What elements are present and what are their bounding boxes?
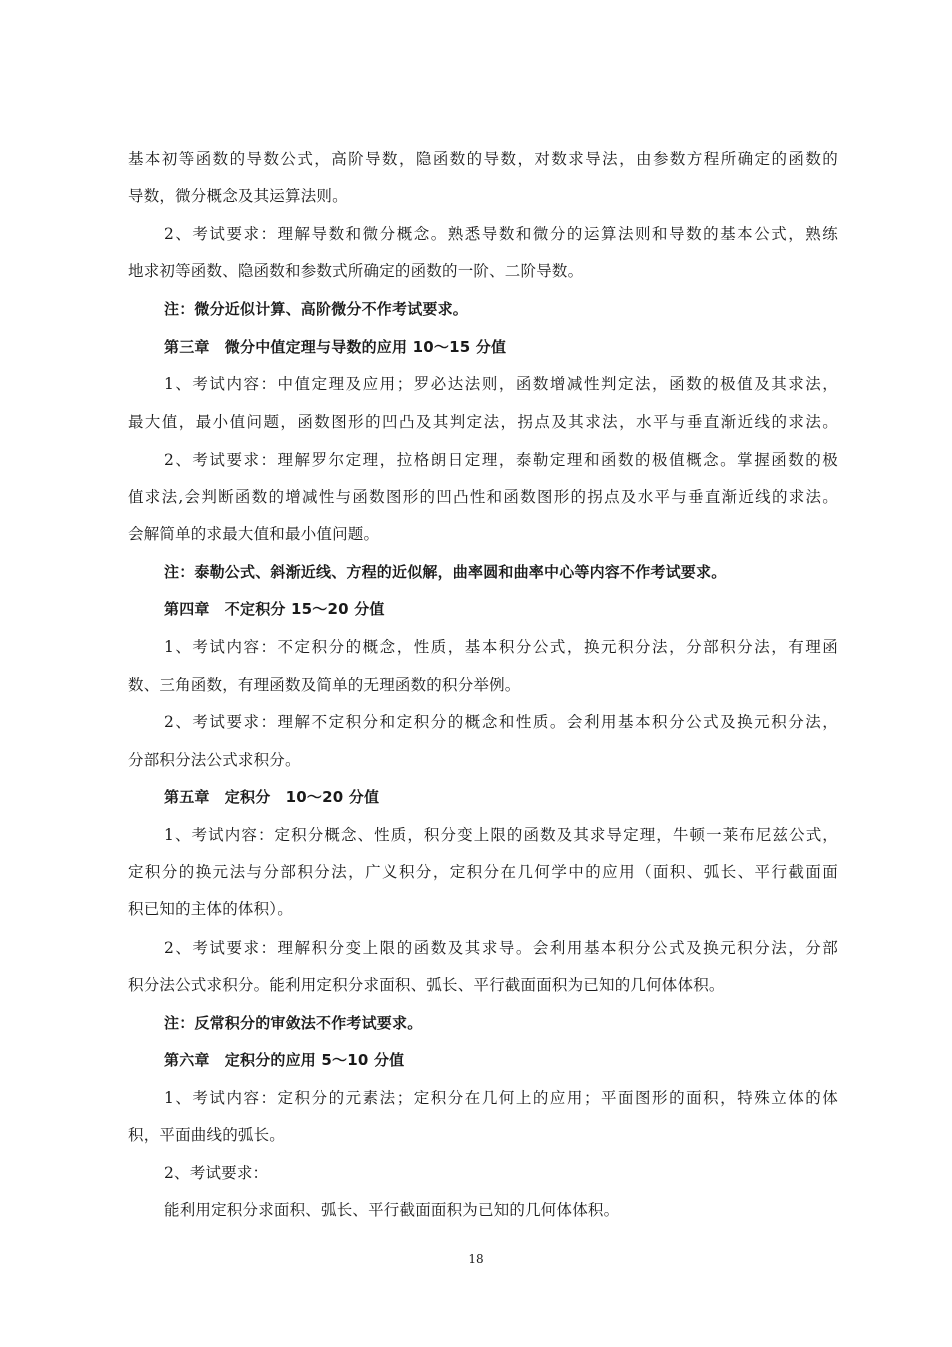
- paragraph-line: 1、考试内容：中值定理及应用；罗必达法则，函数增减性判定法，函数的极值及其求法，: [164, 375, 838, 393]
- paragraph-line: 基本初等函数的导数公式，高阶导数，隐函数的导数，对数求导法，由参数方程所确定的函数的: [128, 150, 838, 168]
- note-line: 注：微分近似计算、高阶微分不作考试要求。: [164, 300, 469, 318]
- paragraph-line: 积，平面曲线的弧长。: [128, 1126, 286, 1144]
- paragraph-line: 数、三角函数，有理函数及简单的无理函数的积分举例。: [128, 676, 521, 694]
- paragraph-line: 导数，微分概念及其运算法则。: [128, 187, 348, 205]
- chapter-heading: 第三章 微分中值定理与导数的应用 10～15 分值: [164, 338, 507, 356]
- paragraph-line: 2、考试要求：理解罗尔定理，拉格朗日定理，泰勒定理和函数的极值概念。掌握函数的极: [164, 451, 838, 469]
- paragraph-line: 积分法公式求积分。能利用定积分求面积、弧长、平行截面面积为已知的几何体体积。: [128, 976, 725, 994]
- paragraph-line: 最大值，最小值问题，函数图形的凹凸及其判定法，拐点及其求法，水平与垂直渐近线的求法。: [128, 413, 838, 431]
- paragraph-line: 2、考试要求：理解不定积分和定积分的概念和性质。会利用基本积分公式及换元积分法，: [164, 713, 838, 731]
- note-line: 注：反常积分的审敛法不作考试要求。: [164, 1014, 423, 1032]
- chapter-heading: 第四章 不定积分 15～20 分值: [164, 600, 385, 618]
- chapter-heading: 第六章 定积分的应用 5～10 分值: [164, 1051, 405, 1069]
- paragraph-line: 1、考试内容：不定积分的概念，性质，基本积分公式，换元积分法，分部积分法，有理函: [164, 638, 838, 656]
- note-line: 注：泰勒公式、斜渐近线、方程的近似解，曲率圆和曲率中心等内容不作考试要求。: [164, 563, 727, 581]
- paragraph-line: 2、考试要求：理解积分变上限的函数及其求导。会利用基本积分公式及换元积分法，分部: [164, 939, 838, 957]
- paragraph-line: 1、考试内容：定积分概念、性质，积分变上限的函数及其求导定理，牛顿一莱布尼兹公式，: [164, 826, 838, 844]
- paragraph-line: 值求法,会判断函数的增减性与函数图形的凹凸性和函数图形的拐点及水平与垂直渐近线的求法。: [128, 488, 838, 506]
- page-number: 18: [468, 1252, 484, 1266]
- paragraph-line: 1、考试内容：定积分的元素法；定积分在几何上的应用；平面图形的面积，特殊立体的体: [164, 1089, 838, 1107]
- paragraph-line: 2、考试要求：理解导数和微分概念。熟悉导数和微分的运算法则和导数的基本公式，熟练: [164, 225, 838, 243]
- paragraph-line: 2、考试要求：: [164, 1164, 269, 1182]
- paragraph-line: 会解简单的求最大值和最小值问题。: [128, 525, 380, 543]
- paragraph-line: 分部积分法公式求积分。: [128, 751, 301, 769]
- paragraph-line: 定积分的换元法与分部积分法，广义积分，定积分在几何学中的应用（面积、弧长、平行截面面: [128, 863, 838, 881]
- paragraph-line: 积已知的主体的体积）。: [128, 900, 293, 918]
- paragraph-line: 能利用定积分求面积、弧长、平行截面面积为已知的几何体体积。: [164, 1201, 620, 1219]
- chapter-heading: 第五章 定积分 10～20 分值: [164, 788, 380, 806]
- paragraph-line: 地求初等函数、隐函数和参数式所确定的函数的一阶、二阶导数。: [128, 262, 584, 280]
